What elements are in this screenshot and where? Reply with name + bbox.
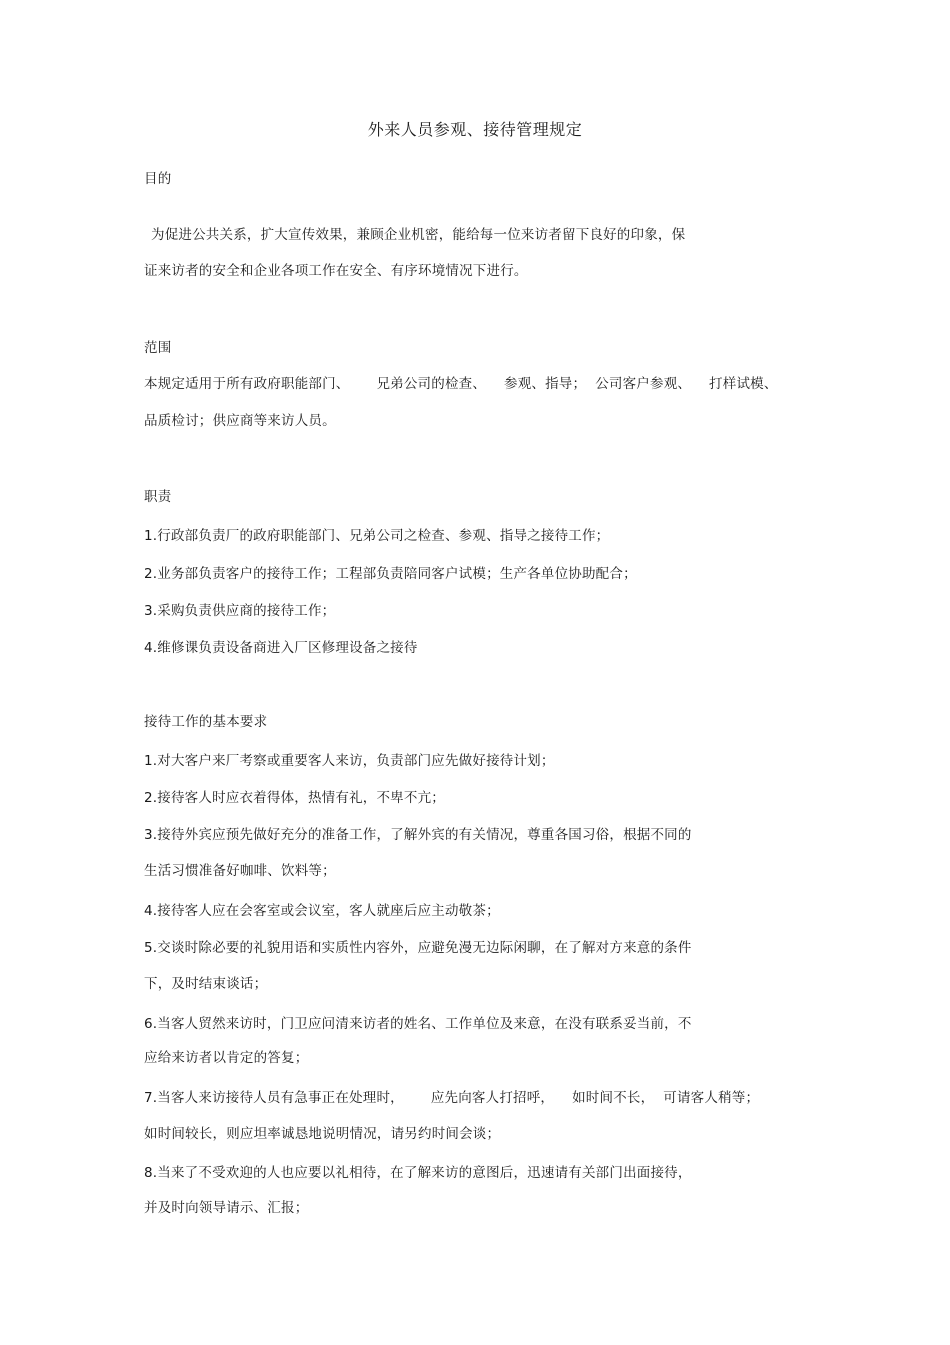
duties-item-4: 4.维修课负责设备商进入厂区修理设备之接待 — [144, 640, 418, 656]
requirements-line-2: 2.接待客人时应衣着得体，热情有礼，不卑不亢； — [144, 790, 445, 806]
purpose-heading: 目的 — [144, 171, 172, 187]
scope-line-1: 本规定适用于所有政府职能部门、 兄弟公司的检查、 参观、指导； 公司客户参观、 打样试模、 — [144, 376, 778, 392]
duties-heading: 职责 — [144, 489, 172, 505]
requirements-heading: 接待工作的基本要求 — [144, 714, 268, 730]
requirements-line-4: 生活习惯准备好咖啡、饮料等； — [144, 863, 336, 879]
requirements-line-8: 6.当客人贸然来访时，门卫应问清来访者的姓名、工作单位及来意，在没有联系妥当前，不 — [144, 1016, 692, 1032]
requirements-line-11: 如时间较长，则应坦率诚恳地说明情况，请另约时间会谈； — [144, 1126, 501, 1142]
requirements-line-13: 并及时向领导请示、汇报； — [144, 1200, 309, 1216]
duties-item-1: 1.行政部负责厂的政府职能部门、兄弟公司之检查、参观、指导之接待工作； — [144, 528, 610, 544]
requirements-line-7: 下，及时结束谈话； — [144, 976, 268, 992]
requirements-line-6: 5.交谈时除必要的礼貌用语和实质性内容外，应避免漫无边际闲聊，在了解对方来意的条件 — [144, 940, 692, 956]
requirements-line-9: 应给来访者以肯定的答复； — [144, 1050, 309, 1066]
requirements-line-5: 4.接待客人应在会客室或会议室，客人就座后应主动敬茶； — [144, 903, 500, 919]
duties-item-3: 3.采购负责供应商的接待工作； — [144, 603, 336, 619]
requirements-line-12: 8.当来了不受欢迎的人也应要以礼相待，在了解来访的意图后，迅速请有关部门出面接待， — [144, 1165, 692, 1181]
scope-line-2: 品质检讨；供应商等来访人员。 — [144, 413, 336, 429]
requirements-line-1: 1.对大客户来厂考察或重要客人来访，负责部门应先做好接待计划； — [144, 753, 555, 769]
scope-heading: 范围 — [144, 340, 172, 356]
document-title: 外来人员参观、接待管理规定 — [367, 120, 583, 139]
purpose-line-2: 证来访者的安全和企业各项工作在安全、有序环境情况下进行。 — [144, 263, 528, 279]
duties-item-2: 2.业务部负责客户的接待工作；工程部负责陪同客户试模；生产各单位协助配合； — [144, 566, 637, 582]
requirements-line-10: 7.当客人来访接待人员有急事正在处理时， 应先向客人打招呼， 如时间不长， 可请客人稍等； — [144, 1090, 760, 1106]
requirements-line-3: 3.接待外宾应预先做好充分的准备工作，了解外宾的有关情况，尊重各国习俗，根据不同的 — [144, 827, 692, 843]
purpose-line-1: 为促进公共关系，扩大宣传效果，兼顾企业机密，能给每一位来访者留下良好的印象，保 — [151, 227, 686, 243]
